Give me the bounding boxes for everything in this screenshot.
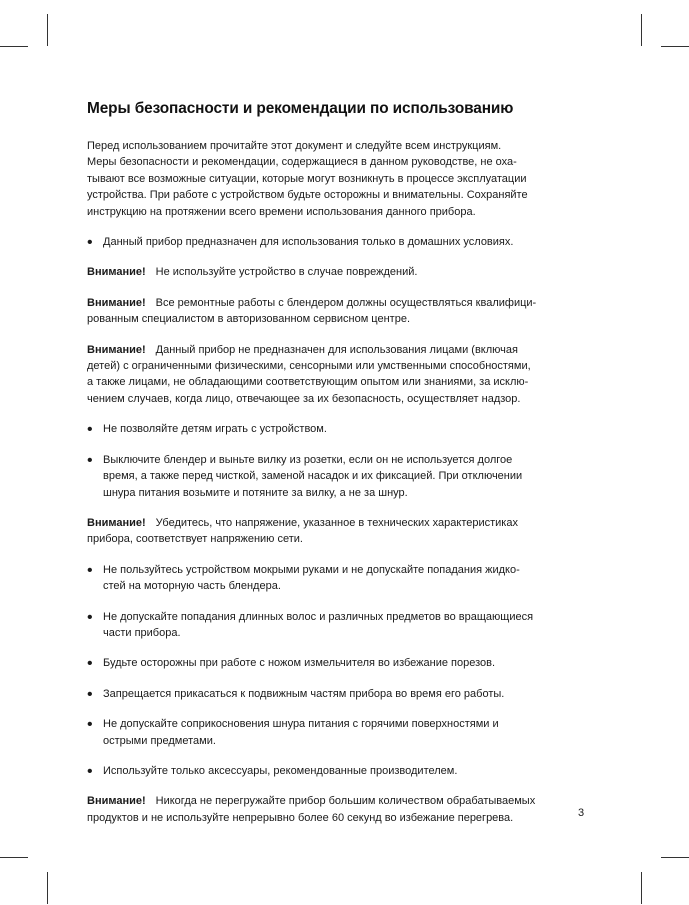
bullet-item bbox=[87, 562, 587, 595]
safety-items bbox=[87, 234, 587, 826]
page-title: Меры безопасности и рекомендации по использованию bbox=[87, 100, 514, 117]
item-line: Данный прибор предназначен для использования только в домашних условиях. bbox=[103, 236, 514, 249]
bullet-item bbox=[87, 234, 587, 250]
warning-label: Внимание! bbox=[87, 795, 146, 808]
item-line: острыми предметами. bbox=[103, 734, 216, 747]
item-line: продуктов и не используйте непрерывно более 60 секунд во избежание перегрева. bbox=[87, 811, 514, 824]
item-line: части прибора. bbox=[103, 626, 181, 639]
warning-label: Внимание! bbox=[87, 343, 146, 356]
item-line bbox=[87, 342, 587, 358]
item-line: рованным специалистом в авторизованном сервисном центре. bbox=[87, 313, 411, 326]
crop-mark bbox=[641, 14, 642, 46]
item-line: Выключите блендер и выньте вилку из розетки, если он не используется долгое bbox=[103, 453, 513, 466]
page-number: 3 bbox=[578, 807, 585, 819]
crop-mark bbox=[641, 872, 642, 904]
bullet-item bbox=[87, 716, 587, 749]
document-body bbox=[87, 100, 587, 840]
item-line bbox=[87, 295, 587, 311]
item-line: Не допускайте соприкосновения шнура питания с горячими поверхностями и bbox=[103, 718, 499, 731]
crop-mark bbox=[661, 857, 689, 858]
bullet-item bbox=[87, 763, 587, 779]
warning-item bbox=[87, 342, 587, 408]
crop-mark bbox=[47, 14, 48, 46]
item-line: детей) с ограниченными физическими, сенсорными или умственными способностями, bbox=[87, 360, 531, 373]
item-line bbox=[87, 793, 587, 809]
bullet-icon: • bbox=[87, 685, 93, 703]
bullet-icon: • bbox=[87, 762, 93, 780]
warning-text: Все ремонтные работы с блендером должны осуществляться квалифици- bbox=[155, 296, 537, 309]
bullet-item bbox=[87, 609, 587, 642]
warning-text: Убедитесь, что напряжение, указанное в технических характеристиках bbox=[155, 516, 518, 529]
intro-line: Меры безопасности и рекомендации, содержащиеся в данном руководстве, не оха- bbox=[87, 156, 517, 169]
item-line: а также лицами, не обладающими соответствующим опытом или знаниями, за исклю- bbox=[87, 376, 529, 389]
item-line: Будьте осторожны при работе с ножом измельчителя во избежание порезов. bbox=[103, 657, 496, 670]
bullet-icon: • bbox=[87, 451, 93, 469]
bullet-icon: • bbox=[87, 421, 93, 439]
item-line bbox=[87, 264, 587, 280]
warning-text: Данный прибор не предназначен для использования лицами (включая bbox=[155, 343, 518, 356]
warning-item bbox=[87, 264, 587, 280]
warning-text: Никогда не перегружайте прибор большим количеством обрабатываемых bbox=[155, 795, 536, 808]
intro-line: инструкцию на протяжении всего времени использования данного прибора. bbox=[87, 205, 476, 218]
bullet-icon: • bbox=[87, 608, 93, 626]
item-line: Не допускайте попадания длинных волос и различных предметов во вращающиеся bbox=[103, 610, 534, 623]
item-line bbox=[87, 515, 587, 531]
warning-label: Внимание! bbox=[87, 266, 146, 279]
item-line: время, а также перед чисткой, заменой насадок и их фиксацией. При отключении bbox=[103, 470, 523, 483]
warning-item bbox=[87, 295, 587, 328]
warning-item bbox=[87, 515, 587, 548]
crop-mark bbox=[0, 46, 28, 47]
item-line: Не пользуйтесь устройством мокрыми руками и не допускайте попадания жидко- bbox=[103, 563, 520, 576]
item-line: Не позволяйте детям играть с устройством. bbox=[103, 423, 327, 436]
crop-mark bbox=[47, 872, 48, 904]
item-line: прибора, соответствует напряжению сети. bbox=[87, 533, 303, 546]
warning-label: Внимание! bbox=[87, 296, 146, 309]
bullet-item bbox=[87, 686, 587, 702]
item-line: шнура питания возьмите и потяните за вилку, а не за шнур. bbox=[103, 486, 408, 499]
intro-line: Перед использованием прочитайте этот документ и следуйте всем инструкциям. bbox=[87, 140, 502, 152]
warning-item bbox=[87, 793, 587, 826]
intro-line: устройства. При работе с устройством будьте осторожны и внимательны. Сохраняйте bbox=[87, 189, 528, 202]
crop-mark bbox=[0, 857, 28, 858]
warning-text: Не используйте устройство в случае повреждений. bbox=[155, 266, 418, 279]
item-line: чением случаев, когда лицо, отвечающее за их безопасность, осуществляет надзор. bbox=[87, 392, 521, 405]
bullet-icon: • bbox=[87, 655, 93, 673]
bullet-item bbox=[87, 452, 587, 501]
bullet-icon: • bbox=[87, 561, 93, 579]
intro-line: тывают все возможные ситуации, которые могут возникнуть в процессе эксплуатации bbox=[87, 172, 527, 185]
item-line: стей на моторную часть блендера. bbox=[103, 580, 281, 593]
item-line: Используйте только аксессуары, рекомендованные производителем. bbox=[103, 764, 458, 777]
bullet-item bbox=[87, 421, 587, 437]
intro-paragraph bbox=[87, 138, 587, 220]
bullet-icon: • bbox=[87, 234, 93, 252]
item-line: Запрещается прикасаться к подвижным частям прибора во время его работы. bbox=[103, 687, 505, 700]
bullet-item bbox=[87, 655, 587, 671]
warning-label: Внимание! bbox=[87, 516, 146, 529]
bullet-icon: • bbox=[87, 716, 93, 734]
crop-mark bbox=[661, 46, 689, 47]
